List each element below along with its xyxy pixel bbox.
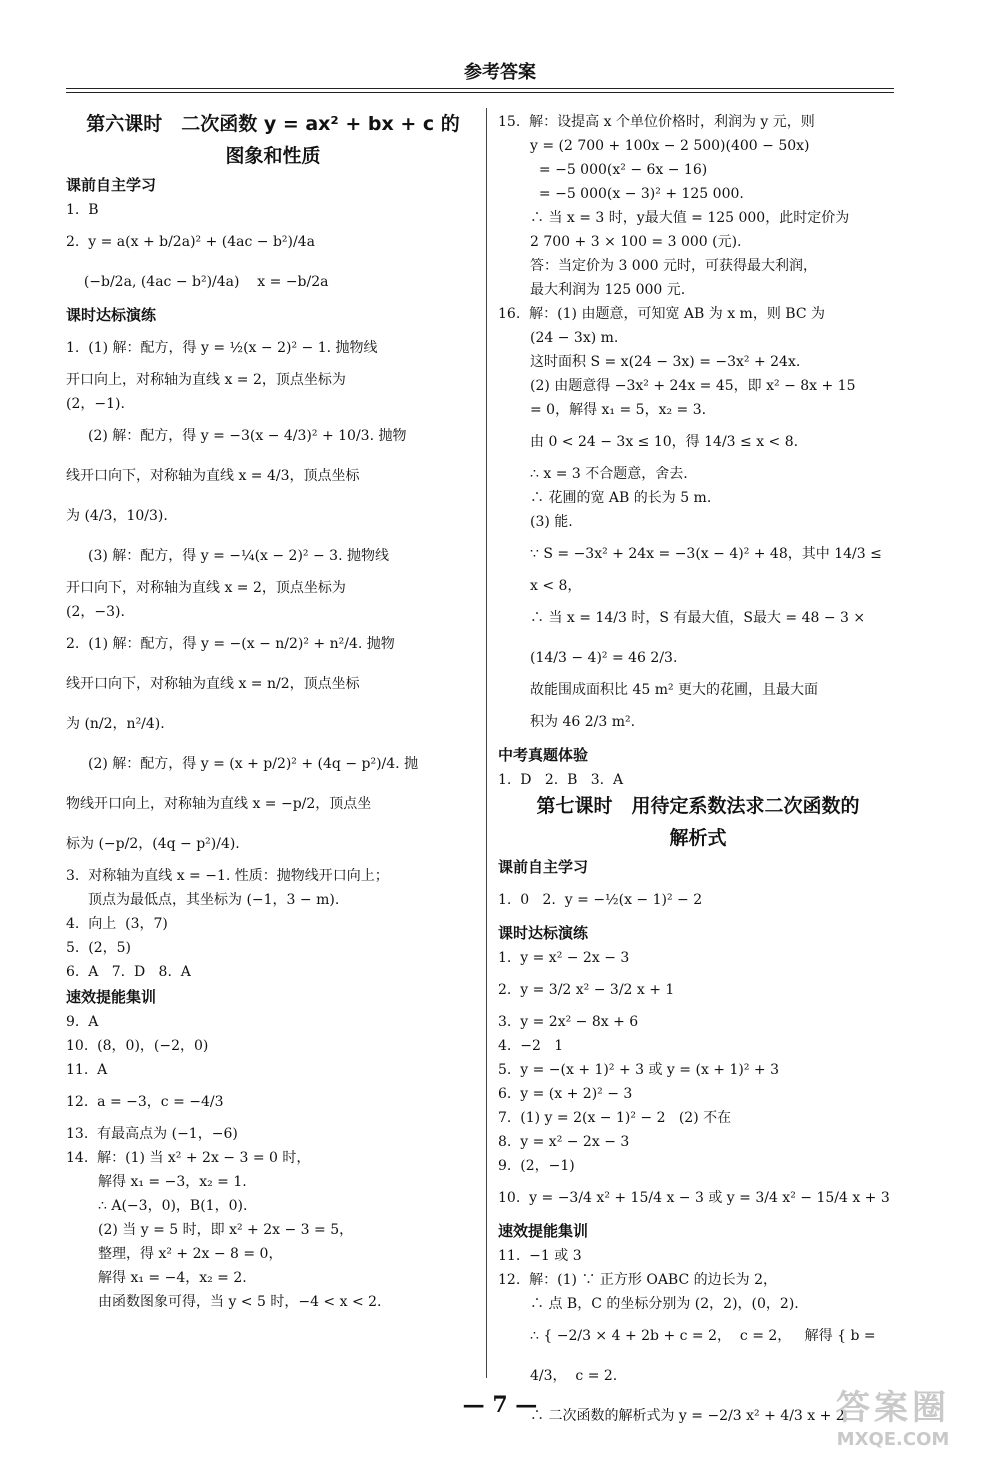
answer-line: ∴ { −2/3 × 4 + 2b + c = 2， c = 2， 解得 { b = 4/3， c = 2. [530, 1328, 881, 1384]
answer-line: 1. (1) 解：配方，得 y = ½(x − 2)² − 1. 抛物线 [66, 340, 378, 356]
answer-line: = 0，解得 x₁ = 5，x₂ = 3. [530, 402, 707, 418]
answer-line: (3) 能. [530, 514, 573, 530]
answer-line: 12. a = −3，c = −4/3 [66, 1094, 224, 1110]
answer-line: 这时面积 S = x(24 − 3x) = −3x² + 24x. [530, 354, 801, 370]
lesson-7-subtitle: 解析式 [669, 827, 727, 849]
answer-line: 物线开口向上，对称轴为直线 x = −p/2，顶点坐 [66, 796, 372, 812]
answer-line: ∴ x = 3 不合题意，舍去. [530, 466, 688, 482]
answer-line: 3. 对称轴为直线 x = −1. 性质：抛物线开口向上； [66, 868, 389, 884]
answer-line: 2. y = a(x + b/2a)² + (4ac − b²)/4a [66, 234, 315, 250]
answer-line: (2) 当 y = 5 时，即 x² + 2x − 3 = 5， [98, 1222, 354, 1238]
answer-line: ∴ 花圃的宽 AB 的长为 5 m. [530, 490, 712, 506]
section-heading: 课前自主学习 [498, 858, 589, 876]
answer-line: 2. y = 3/2 x² − 3/2 x + 1 [498, 982, 675, 998]
answer-line: 为 (n/2，n²/4). [66, 716, 165, 732]
section-heading: 课时达标演练 [498, 924, 589, 942]
answer-line: 5. (2，5) [66, 940, 131, 956]
answer-line: (2) 由题意得 −3x² + 24x = 45，即 x² − 8x + 15 [530, 378, 856, 394]
answer-line: 故能围成面积比 45 m² 更大的花圃，且最大面 [530, 682, 819, 698]
answer-line: 1. B [66, 202, 99, 218]
answer-line: 10. (8，0)，(−2，0) [66, 1038, 209, 1054]
answer-line: 8. y = x² − 2x − 3 [498, 1134, 630, 1150]
answer-line: (−b/2a, (4ac − b²)/4a) x = −b/2a [66, 274, 329, 290]
answer-line: 4. 向上 (3，7) [66, 916, 168, 932]
answer-line: 答：当定价为 3 000 元时，可获得最大利润， [530, 258, 817, 274]
answer-line: ∴ 当 x = 14/3 时，S 有最大值，S最大 = 48 − 3 × [530, 610, 866, 626]
answer-line: y = (2 700 + 100x − 2 500)(400 − 50x) [530, 138, 810, 154]
answer-line: 3. y = 2x² − 8x + 6 [498, 1014, 639, 1030]
answer-line: ∵ S = −3x² + 24x = −3(x − 4)² + 48，其中 14/3 ≤ [530, 546, 882, 562]
answer-line: 1. D 2. B 3. A [498, 772, 624, 788]
left-column [66, 110, 480, 1314]
watermark-url: MXQE.COM [836, 1429, 950, 1450]
answer-line: ∴ 点 B，C 的坐标分别为 (2，2)，(0，2). [530, 1296, 799, 1312]
answer-line: 由函数图象可得，当 y < 5 时，−4 < x < 2. [98, 1294, 382, 1310]
page-number: — 7 — [462, 1392, 538, 1418]
answer-line: 6. A 7. D 8. A [66, 964, 191, 980]
answer-line: 顶点为最低点，其坐标为 (−1，3 − m). [88, 892, 340, 908]
answer-line: ∴ A(−3，0)，B(1，0). [98, 1198, 248, 1214]
answer-line: = −5 000(x² − 6x − 16) [530, 162, 708, 178]
section-heading: 速效提能集训 [498, 1222, 589, 1240]
watermark-logo [808, 1388, 978, 1458]
answer-line: 5. y = −(x + 1)² + 3 或 y = (x + 1)² + 3 [498, 1062, 779, 1078]
section-heading: 中考真题体验 [498, 746, 589, 764]
watermark-text: 答案圈 [836, 1388, 950, 1428]
answer-line: 10. y = −3/4 x² + 15/4 x − 3 或 y = 3/4 x² − 15/4 x + 3 [498, 1190, 890, 1206]
answer-line: 6. y = (x + 2)² − 3 [498, 1086, 633, 1102]
answer-line: 1. 0 2. y = −½(x − 1)² − 2 [498, 892, 703, 908]
answer-line: (14/3 − 4)² = 46 2/3. [530, 650, 678, 666]
page-header: 参考答案 [464, 62, 536, 83]
answer-line: (2，−3). [66, 604, 125, 620]
answer-line: ∴ 当 x = 3 时，y最大值 = 125 000，此时定价为 [530, 210, 850, 226]
lesson-6-title: 第六课时 二次函数 y = ax² + bx + c 的 [86, 113, 460, 135]
answer-line: 11. A [66, 1062, 108, 1078]
answer-line: 2 700 + 3 × 100 = 3 000 (元). [530, 234, 742, 250]
answer-line: 由 0 < 24 − 3x ≤ 10，得 14/3 ≤ x < 8. [530, 434, 799, 450]
answer-line: 2. (1) 解：配方，得 y = −(x − n/2)² + n²/4. 抛物 [66, 636, 395, 652]
answer-line: (2，−1). [66, 396, 125, 412]
answer-line: 9. A [66, 1014, 99, 1030]
answer-line: 14. 解：(1) 当 x² + 2x − 3 = 0 时， [66, 1150, 311, 1166]
answer-line: 线开口向下，对称轴为直线 x = 4/3，顶点坐标 [66, 468, 360, 484]
answer-line: 解得 x₁ = −4，x₂ = 2. [98, 1270, 247, 1286]
answer-line: (2) 解：配方，得 y = (x + p/2)² + (4q − p²)/4. 抛 [88, 756, 419, 772]
lesson-6-subtitle: 图象和性质 [225, 145, 321, 167]
answer-line: 16. 解：(1) 由题意，可知宽 AB 为 x m，则 BC 为 [498, 306, 825, 322]
answer-line: (24 − 3x) m. [530, 330, 619, 346]
answer-line: = −5 000(x − 3)² + 125 000. [530, 186, 744, 202]
header-rule [66, 88, 894, 89]
answer-line: 整理，得 x² + 2x − 8 = 0， [98, 1246, 283, 1262]
answer-line: ∴ 二次函数的解析式为 y = −2/3 x² + 4/3 x + 2. [530, 1408, 850, 1424]
answer-line: (3) 解：配方，得 y = −¼(x − 2)² − 3. 抛物线 [88, 548, 389, 564]
column-divider [486, 108, 487, 1378]
header-rule-thin [66, 92, 894, 93]
answer-line: 最大利润为 125 000 元. [530, 282, 686, 298]
answer-line: 1. y = x² − 2x − 3 [498, 950, 630, 966]
answer-line: 7. (1) y = 2(x − 1)² − 2 (2) 不在 [498, 1110, 732, 1126]
answer-line: x < 8， [530, 578, 582, 594]
answer-line: 线开口向下，对称轴为直线 x = n/2，顶点坐标 [66, 676, 360, 692]
right-column [498, 110, 898, 1436]
section-heading: 课前自主学习 [66, 176, 157, 194]
section-heading: 课时达标演练 [66, 306, 157, 324]
answer-line: 12. 解：(1) ∵ 正方形 OABC 的边长为 2， [498, 1272, 778, 1288]
answer-line: 9. (2，−1) [498, 1158, 575, 1174]
answer-line: 4. −2 1 [498, 1038, 564, 1054]
answer-line: 开口向下，对称轴为直线 x = 2，顶点坐标为 [66, 580, 346, 596]
lesson-7-title: 第七课时 用待定系数法求二次函数的 [536, 795, 860, 817]
answer-line: 13. 有最高点为 (−1，−6) [66, 1126, 238, 1142]
section-heading: 速效提能集训 [66, 988, 157, 1006]
answer-line: 15. 解：设提高 x 个单位价格时，利润为 y 元，则 [498, 114, 815, 130]
answer-line: 解得 x₁ = −3，x₂ = 1. [98, 1174, 247, 1190]
answer-line: 为 (4/3，10/3). [66, 508, 168, 524]
answer-line: 标为 (−p/2，(4q − p²)/4). [66, 836, 240, 852]
answer-line: (2) 解：配方，得 y = −3(x − 4/3)² + 10/3. 抛物 [88, 428, 407, 444]
answer-line: 开口向上，对称轴为直线 x = 2，顶点坐标为 [66, 372, 346, 388]
answer-line: 11. −1 或 3 [498, 1248, 582, 1264]
answer-line: 积为 46 2/3 m². [530, 714, 636, 730]
